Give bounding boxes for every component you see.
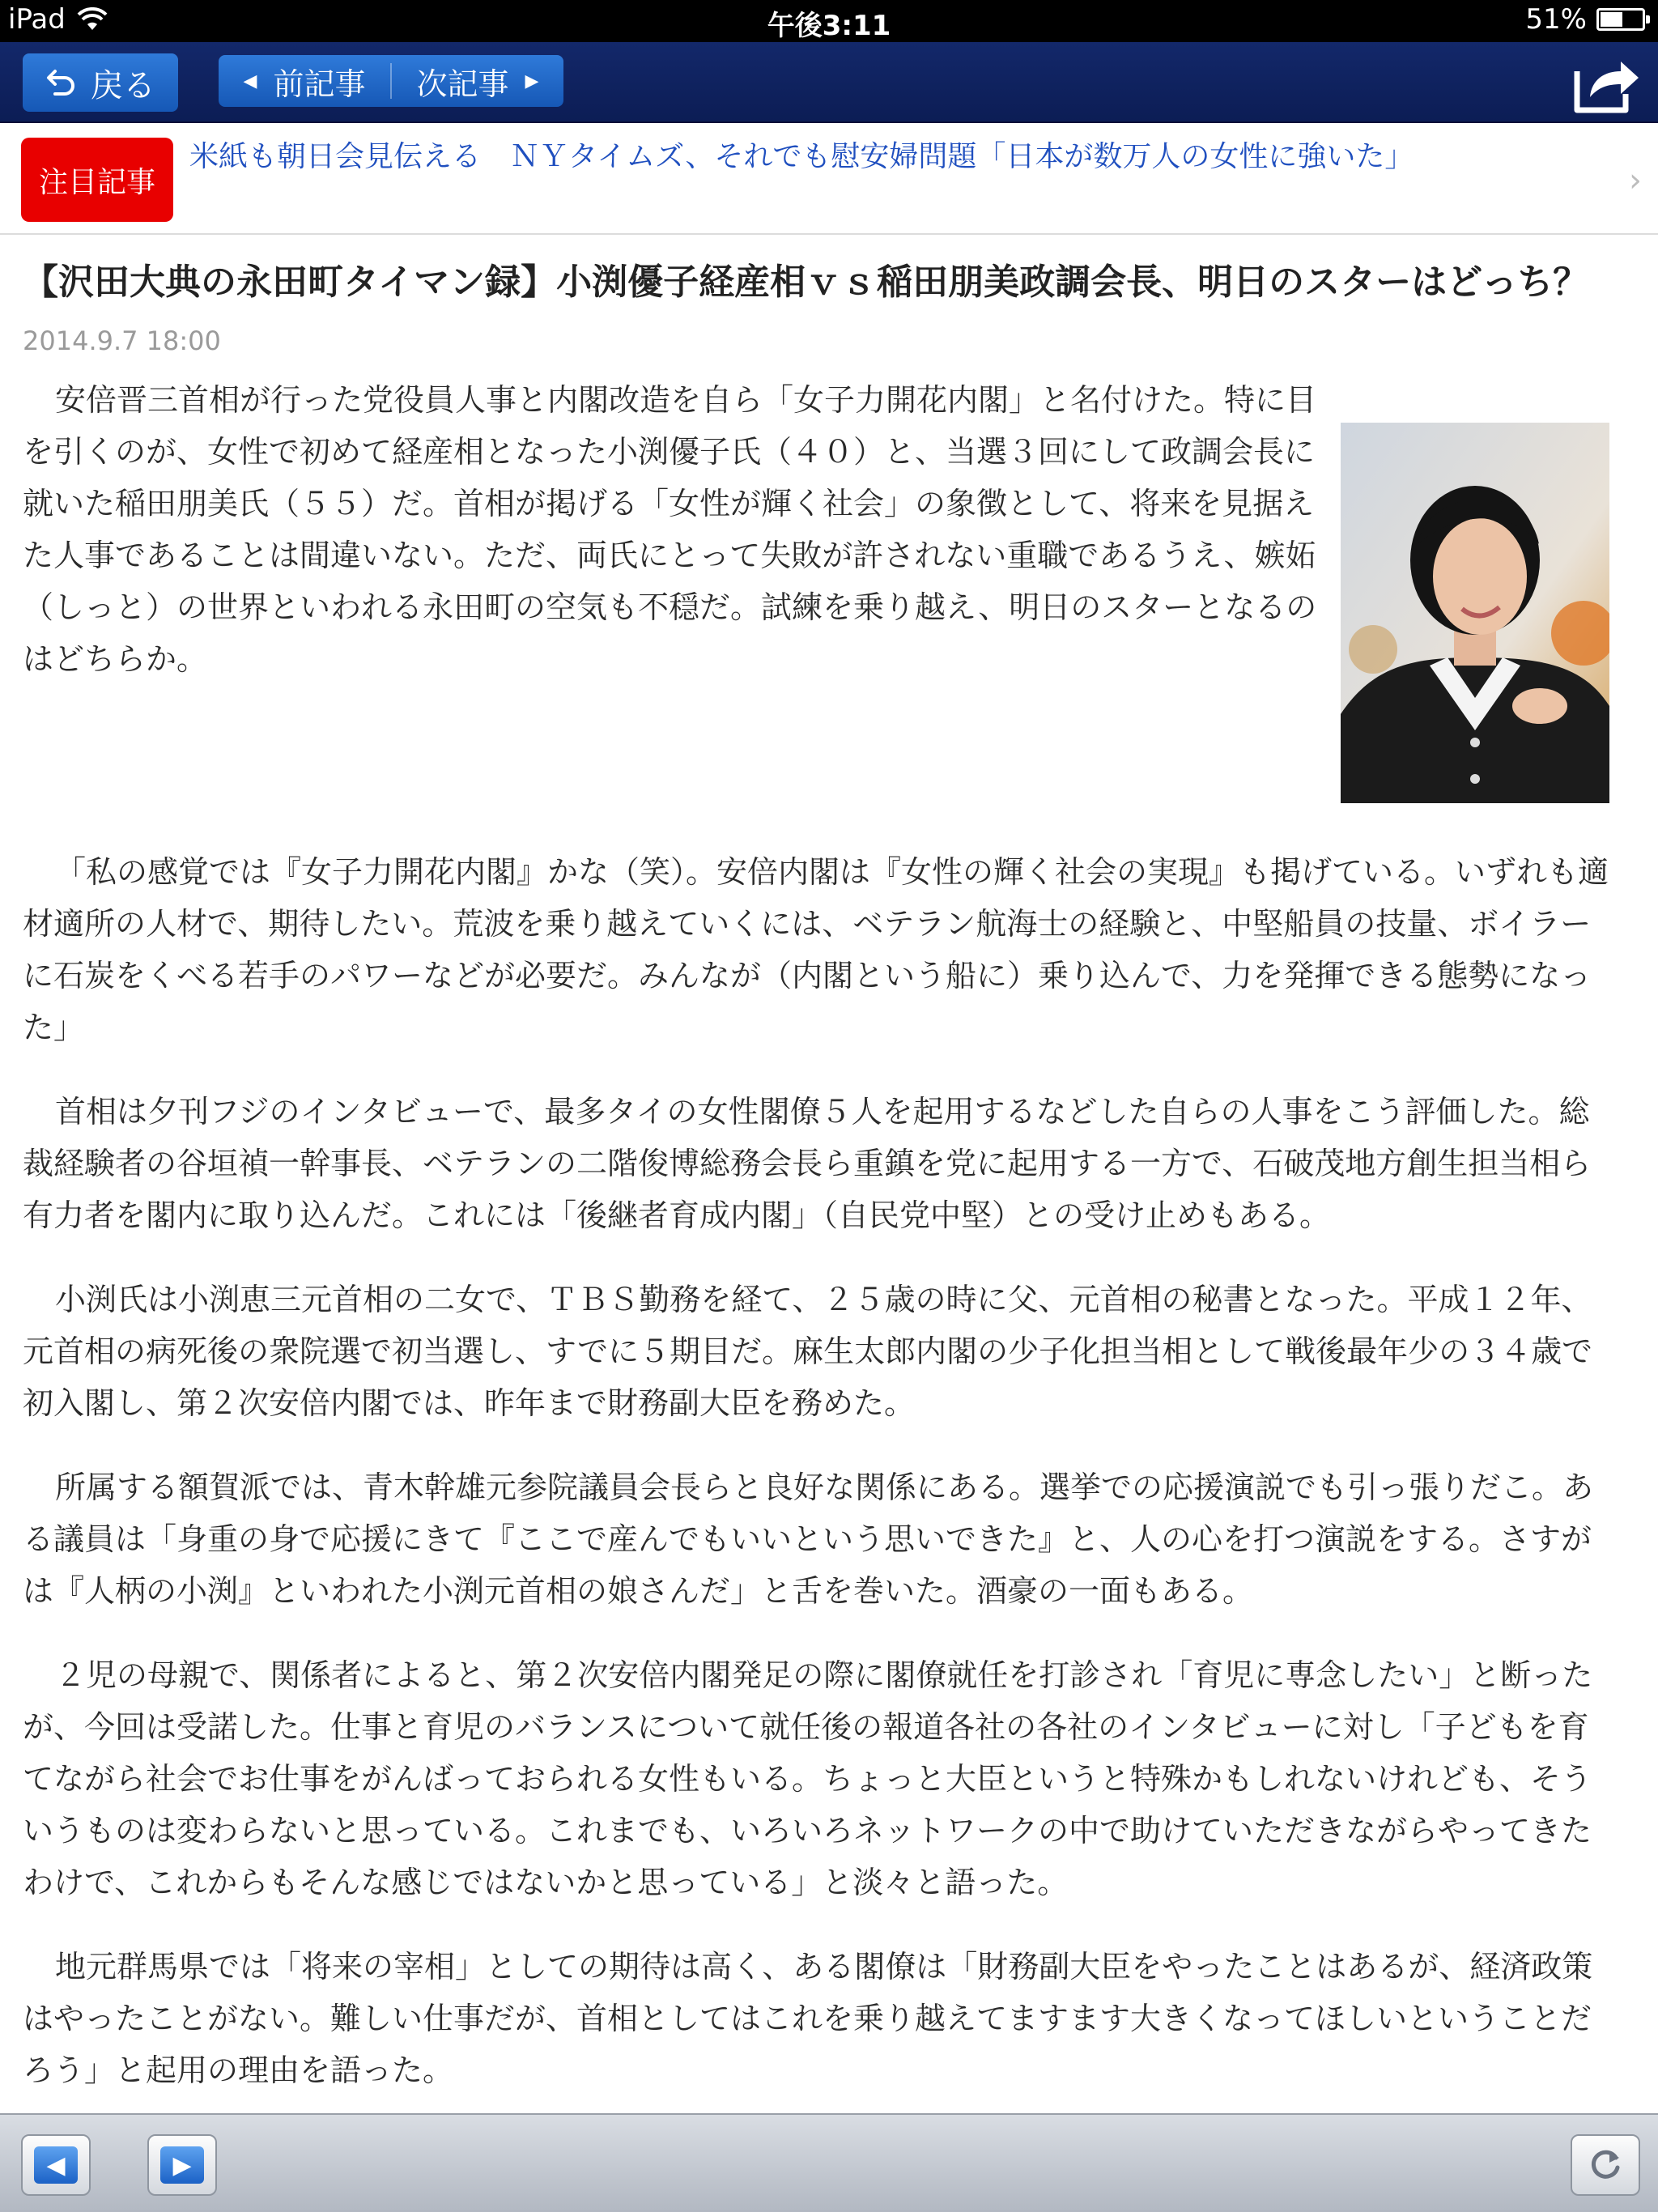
bottom-toolbar xyxy=(0,2113,1658,2212)
browser-forward-button[interactable] xyxy=(147,2134,217,2196)
reload-button[interactable] xyxy=(1571,2134,1640,2196)
article-title: 【沢田大典の永田町タイマン録】小渕優子経産相ｖｓ稲田朋美政調会長、明日のスターはどっち？ xyxy=(23,262,1589,303)
browser-back-button[interactable] xyxy=(21,2134,91,2196)
article-lead: 安倍晋三首相が行った党役員人事と内閣改造を自ら「女子力開花内閣」と名付けた。特に目を引くのが、女性で初めて経産相となった小渕優子氏（４０）と、当選３回にして政調会長に就いた稲田朋美氏（５５）だ。首相が掲げる「女性が輝く社会」の象徴として、将来を見据えた人事であることは間違いない。ただ、両氏にとって失敗が許されない重職であるうえ、嫉妬（しっと）の世界といわれる永田町の空気も不穏だ。試練を乗り越え、明日のスターとなるのはどちらか。 xyxy=(23,382,1317,677)
article-paragraph: 「私の感覚では『女子力開花内閣』かな（笑）。安倍内閣は『女性の輝く社会の実現』も掲げている。いずれも適材適所の人材で、期待したい。荒波を乗り越えていくには、ベテラン航海士の経験と、中堅船員の技量、ボイラーに石炭をくべる若手のパワーなどが必要だ。みんなが（内閣という船に）乗り込んで、力を発揮できる態勢になった」 xyxy=(23,854,1609,1045)
article-paragraph: 地元群馬県では「将来の宰相」としての期待は高く、ある閣僚は「財務副大臣をやったことはあるが、経済政策はやったことがない。難しい仕事だが、首相としてはこれを乗り越えてますます大きくなってほしいということだろう」と起用の理由を語った。 xyxy=(23,1949,1593,2088)
article-date: 2014.9.7 18:00 xyxy=(23,325,221,356)
triangle-left-icon: ◀ xyxy=(243,70,257,91)
featured-headline-link[interactable]: 米紙も朝日会見伝える ＮＹタイムズ、それでも慰安婦問題「日本が数万人の女性に強いた」 xyxy=(189,140,1414,173)
back-button-label: 戻る xyxy=(91,66,155,104)
battery-percent: 51% xyxy=(1525,3,1587,36)
back-button[interactable] xyxy=(23,53,178,112)
article xyxy=(23,235,1609,2088)
prev-article-label: 前記事 xyxy=(273,66,366,102)
article-photo[interactable] xyxy=(1341,423,1609,803)
undo-arrow-icon xyxy=(45,66,78,99)
featured-badge: 注目記事 xyxy=(21,138,173,222)
battery-icon xyxy=(1596,8,1645,31)
reload-icon xyxy=(1587,2146,1624,2184)
triangle-right-icon: ▶ xyxy=(525,70,539,91)
article-paragraph: ２児の母親で、関係者によると、第２次安倍内閣発足の際に閣僚就任を打診され「育児に専念したい」と断ったが、今回は受諾した。仕事と育児のバランスについて就任後の報道各社の各社のインタビューに対し「子どもを育てながら社会でお仕事をがんばっておられる女性もいる。ちょっと大臣というと特殊かもしれないけれども、そういうものは変わらないと思っている。これまでも、いろいろネットワークの中で助けていただきながらやってきたわけで、これからもそんな感じではないかと思っている」と淡々と語った。 xyxy=(23,1657,1593,1900)
app-toolbar xyxy=(0,42,1658,123)
clock: 午後3:11 xyxy=(767,10,891,42)
next-article-label: 次記事 xyxy=(416,66,509,102)
featured-article-row[interactable] xyxy=(0,123,1658,235)
status-bar xyxy=(0,0,1658,42)
share-button[interactable] xyxy=(1566,47,1643,118)
chevron-right-icon: › xyxy=(1629,162,1642,199)
article-paragraph: 小渕氏は小渕恵三元首相の二女で、ＴＢＳ勤務を経て、２５歳の時に父、元首相の秘書となった。平成１２年、元首相の病死後の衆院選で初当選し、すでに５期目だ。麻生太郎内閣の少子化担当相として戦後最年少の３４歳で初入閣し、第２次安倍内閣では、昨年まで財務副大臣を務めた。 xyxy=(23,1282,1593,1421)
arrow-left-icon: ◀ xyxy=(34,2146,78,2184)
next-article-button[interactable] xyxy=(392,55,563,107)
article-paragraph: 首相は夕刊フジのインタビューで、最多タイの女性閣僚５人を起用するなどした自らの人事をこう評価した。総裁経験者の谷垣禎一幹事長、ベテランの二階俊博総務会長ら重鎮を党に起用する一方で、石破茂地方創生担当相ら有力者を閣内に取り込んだ。これには「後継者育成内閣」（自民党中堅）との受け止めもある。 xyxy=(23,1094,1592,1233)
device-name: iPad xyxy=(8,3,66,36)
arrow-right-icon: ▶ xyxy=(160,2146,204,2184)
article-nav-segment xyxy=(219,55,563,107)
share-icon xyxy=(1566,47,1643,118)
article-body xyxy=(23,846,1609,2129)
prev-article-button[interactable] xyxy=(219,55,390,107)
article-paragraph: 所属する額賀派では、青木幹雄元参院議員会長らと良好な関係にある。選挙での応援演説でも引っ張りだこ。ある議員は「身重の身で応援にきて『ここで産んでもいいという思いできた』と、人の心を打つ演説をする。さすがは『人柄の小渕』といわれた小渕元首相の娘さんだ」と舌を巻いた。酒豪の一面もある。 xyxy=(23,1470,1594,1609)
